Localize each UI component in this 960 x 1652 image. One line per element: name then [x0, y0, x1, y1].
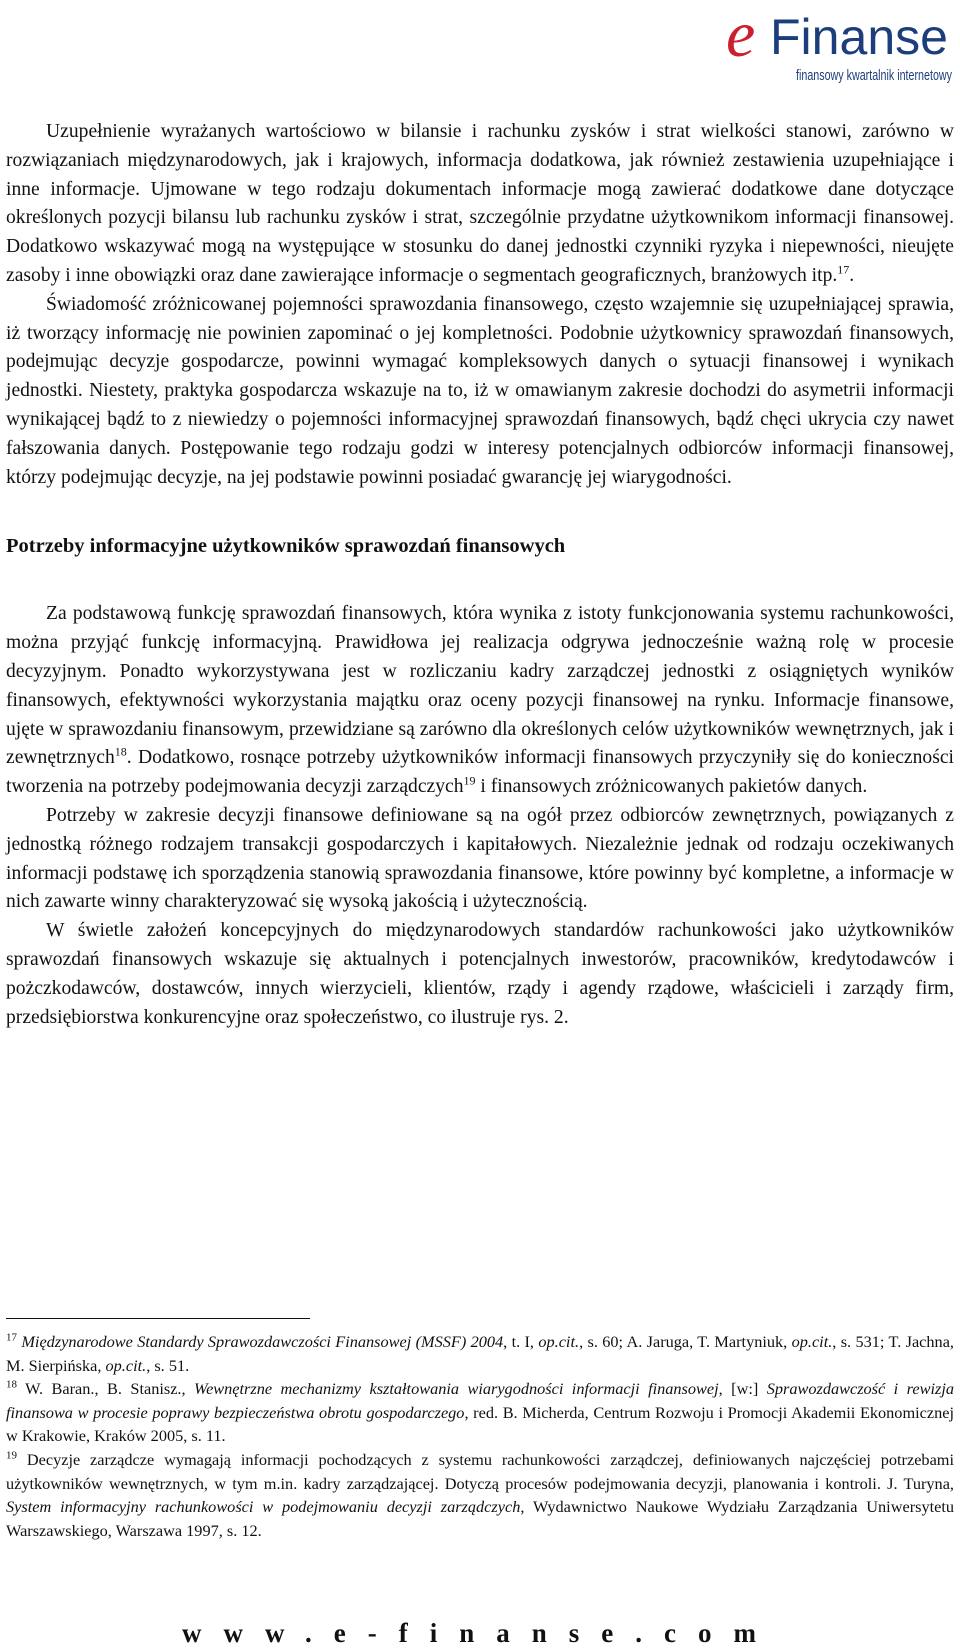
- footnote-number: 18: [6, 1378, 17, 1391]
- logo-graphic: [690, 0, 960, 90]
- article-body: [6, 118, 954, 1032]
- section-heading: Potrzeby informacyjne użytkowników sprawozdań finansowych: [6, 535, 566, 558]
- footnote-italic: Wewnętrzne mechanizmy kształtowania wiarygodności informacji finansowej: [194, 1379, 719, 1399]
- footnote-italic: op.cit.: [791, 1332, 833, 1351]
- footnote-divider: [6, 1318, 310, 1319]
- footnote-text: Decyzje zarządcze wymagają informacji pochodzących z systemu rachunkowości zarządczej, definiowanych najczęściej potrzebami użytkowników wewnętrznych, w tym m.in. kadry zarządzającej. Dotyczą procesów podejmowania decyzji, planowania i kontroli. J. Turyna,: [6, 1449, 954, 1493]
- logo-e: e: [726, 0, 756, 71]
- footnote-text: , s. 531; T. Jachna, M. Sierpińska,: [6, 1332, 954, 1375]
- paragraph-text: . Dodatkowo, rosnące potrzeby użytkowników informacji finansowych przyczyniły się do konieczności tworzenia na potrzeby podejmowania decyzji zarządczych: [6, 747, 954, 798]
- logo-finanse: Finanse: [770, 9, 948, 65]
- footnote-text: , t. I,: [503, 1332, 539, 1351]
- footnote-17: [6, 1330, 954, 1377]
- footnote-text: , s. 60; A. Jaruga, T. Martyniuk,: [579, 1332, 792, 1351]
- footer-url: www.e-finanse.com: [182, 1618, 778, 1648]
- paragraph-text: Świadomość zróżnicowanej pojemności sprawozdania finansowego, często wzajemnie się uzupełniającej sprawia, iż tworzący informację nie powinien zapominać o jej kompletności. Podobnie użytkownicy sprawozdań finansowych, podejmując decyzje gospodarcze, powinni wymagać kompleksowych danych o sytuacji finansowej i wynikach jednostki. Niestety, praktyka gospodarcza wskazuje na to, iż w omawianym zakresie dochodzi do asymetrii informacji wynikającej bądź to z niewiedzy o pojemności informacyjnej sprawozdań finansowych, bądź chęci ukrycia czy nawet fałszowania danych. Postępowanie tego rodzaju godzi w interesy potencjalnych odbiorców informacji finansowej, którzy podejmując decyzje, na jej podstawie powinni posiadać gwarancję jej wiarygodności.: [6, 293, 954, 488]
- efinanse-logo: [690, 0, 960, 90]
- footnote-italic: Sprawozdawczość i rewizja finansowa w procesie poprawy bezpieczeństwa obrotu gospodarczego: [6, 1379, 954, 1422]
- footnote-18: [6, 1377, 954, 1448]
- paragraph-text: Uzupełnienie wyrażanych wartościowo w bilansie i rachunku zysków i strat wielkości stanowi, zarówno w rozwiązaniach międzynarodowych, jak i krajowych, informacja dodatkowa, jak również zestawienia uzupełniające i inne informacje. Ujmowane w tego rodzaju dokumentach informacje mogą zawierać dodatkowe dane dotyczące określonych pozycji bilansu lub rachunku zysków i strat, szczególnie przydatne użytkownikom informacji finansowej. Dodatkowo wskazywać mogą na występujące w stosunku do danej jednostki czynniki ryzyka i niepewności, nieujęte zasoby i inne obowiązki oraz dane zawierające informacje o segmentach geograficznych, branżowych itp.: [6, 121, 954, 286]
- footnote-number: 17: [6, 1331, 17, 1344]
- paragraph: [6, 291, 954, 493]
- footnote-19: [6, 1448, 954, 1542]
- footnote-italic: op.cit.: [538, 1332, 580, 1351]
- footnote-text: , Wydawnictwo Naukowe Wydziału Zarządzania Uniwersytetu Warszawskiego, Warszawa 1997, s. 12.: [6, 1497, 955, 1540]
- footnote-italic: System informacyjny rachunkowości w podejmowaniu decyzji zarządczych: [6, 1497, 521, 1517]
- paragraph-punct: .: [849, 264, 855, 286]
- footnote-number: 19: [6, 1449, 17, 1462]
- logo-tagline: finansowy kwartalnik internetowy: [796, 68, 953, 84]
- footnote-text: , red. B. Micherda, Centrum Rozwoju i Promocji Akademii Ekonomicznej w Krakowie, Kraków 2005, s. 11.: [6, 1402, 954, 1446]
- paragraph-text: Za podstawową funkcję sprawozdań finansowych, która wynika z istoty funkcjonowania systemu rachunkowości, można przyjąć funkcję informacyjną. Prawidłowa jej realizacja odgrywa jednocześnie ważną rolę w procesie decyzyjnym. Ponadto wykorzystywana jest w rozliczaniu kadry zarządczej jednostki z osiągniętych wyników finansowych, efektywności wykorzystania majątku oraz oceny pozycji finansowej na rynku. Informacje finansowe, ujęte w sprawozdaniu finansowym, przewidziane są zarówno dla określonych celów użytkowników wewnętrznych, jak i zewnętrznych: [6, 603, 954, 769]
- paragraph: Potrzeby w zakresie decyzji finansowe definiowane są na ogół przez odbiorców zewnętrznych, powiązanych z jednostką różnego rodzajem transakcji gospodarczych i kapitałowych. Niezależnie jednak od rodzaju oczekiwanych informacji podstawę ich sporządzenia stanowią sprawozdania finansowe, które powinny być kompletne, a informacje w nich zawarte winny charakteryzować się wysoką jakością i użytecznością.: [6, 804, 954, 913]
- paragraph: [6, 600, 954, 802]
- paragraph: [6, 118, 954, 291]
- footnote-italic: op.cit.: [105, 1355, 147, 1375]
- footnote-ref: 17: [837, 262, 850, 277]
- paragraph-text: i finansowych zróżnicowanych pakietów danych.: [475, 776, 868, 798]
- footnotes: [6, 1330, 954, 1542]
- footnote-ref: 18: [114, 744, 127, 759]
- footnote-text: , s. 51.: [146, 1355, 190, 1375]
- paragraph: W świetle założeń koncepcyjnych do międzynarodowych standardów rachunkowości jako użytkowników sprawozdań finansowych wskazuje się aktualnych i potencjalnych inwestorów, pracowników, kredytodawców i pożczkodawców, dostawców, innych wierzycieli, klientów, rządy i agendy rządowe, właścicieli i zarządy firm, przedsiębiorstwa konkurencyjne oraz społeczeństwo, co ilustruje rys. 2.: [6, 920, 954, 1028]
- footnote-italic: Międzynarodowe Standardy Sprawozdawczości Finansowej (MSSF) 2004: [21, 1332, 504, 1351]
- footnote-ref: 19: [463, 773, 476, 788]
- footnote-text: , [w:]: [718, 1379, 767, 1399]
- footnote-text: W. Baran., B. Stanisz.,: [17, 1379, 195, 1399]
